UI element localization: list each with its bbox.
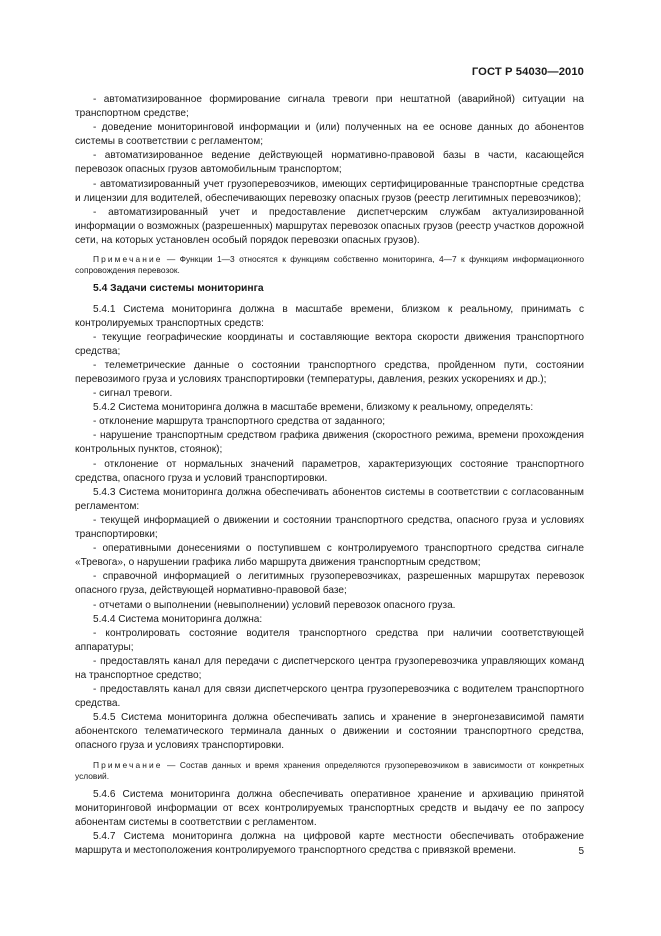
paragraph: 5.4.4 Система мониторинга должна: bbox=[93, 613, 263, 625]
paragraph: 5.4.1 Система мониторинга должна в масштабе времени, близком к реальному, принимать с контролируемых транспортных средств: bbox=[75, 303, 584, 329]
paragraph: - предоставлять канал для передачи с диспетчерского центра грузоперевозчика управляющих команд на транспортное средство; bbox=[75, 655, 584, 681]
paragraph: - телеметрические данные о состоянии транспортного средства, пройденном пути, состоянии перевозимого груза и условиях транспортировки (температуры, давления, резких ускорениях и др.); bbox=[75, 359, 584, 385]
paragraph: - отклонение маршрута транспортного средства от заданного; bbox=[93, 416, 385, 428]
note-label: Примечание bbox=[93, 254, 163, 265]
paragraph: - текущие географические координаты и составляющие вектора скорости движения транспортного средства; bbox=[75, 331, 584, 357]
paragraph: - справочной информацией о легитимных грузоперевозчиках, разрешенных маршрутах перевозок опасного груза, действующей нормативно-правовой базе; bbox=[75, 571, 584, 597]
paragraph: 5.4.5 Система мониторинга должна обеспечивать запись и хранение в энергонезависимой памяти абонентского телематического терминала данных о движении и состоянии транспортного средства, опасного груза и условиях транспортировки. bbox=[75, 712, 584, 752]
paragraph: - текущей информацией о движении и состоянии транспортного средства, опасного груза и условиях транспортировки; bbox=[75, 514, 584, 541]
note-text: — Функции 1—3 относятся к функциям собственно мониторинга, 4—7 к функциям информационного сопровождения перевозок. bbox=[75, 254, 584, 276]
paragraph: - автоматизированное формирование сигнала тревоги при нештатной (аварийной) ситуации на транспортном средстве; bbox=[75, 94, 584, 120]
document-header: ГОСТ Р 54030—2010 bbox=[471, 66, 584, 78]
page-number: 5 bbox=[578, 846, 584, 857]
paragraph: - автоматизированный учет грузоперевозчиков, имеющих сертифицированные транспортные средства и лицензии для водителей, обеспечивающих перевозку опасных грузов (реестр легитимных перевозчиков); bbox=[75, 178, 584, 204]
section-title: 5.4 Задачи системы мониторинга bbox=[93, 283, 264, 295]
paragraph: 5.4.6 Система мониторинга должна обеспечивать оперативное хранение и архивацию принятой мониторинговой информации от всех контролируемых транспортных средств и выдачу ее по запросу абонентам системы в соответствии с регламентом. bbox=[75, 788, 584, 829]
paragraph: - нарушение транспортным средством графика движения (скоростного режима, времени прохождения контрольных пунктов, стоянок); bbox=[75, 430, 584, 456]
paragraph: - отчетами о выполнении (невыполнении) условий перевозок опасного груза. bbox=[93, 599, 456, 611]
paragraph: 5.4.3 Система мониторинга должна обеспечивать абонентов системы в соответствии с согласованным регламентом: bbox=[75, 486, 584, 512]
paragraph: - оперативными донесениями о поступившем с контролируемого транспортного средства сигнале «Тревога», о нарушении графика либо маршрута движения транспортным средством; bbox=[75, 543, 584, 569]
paragraph: - контролировать состояние водителя транспортного средства при наличии соответствующей аппаратуры; bbox=[75, 627, 584, 653]
note bbox=[75, 254, 584, 276]
paragraph: - доведение мониторинговой информации и (или) полученных на ее основе данных до абонентов системы в соответствии с регламентом; bbox=[75, 122, 584, 148]
note bbox=[75, 760, 584, 782]
paragraph: - автоматизированное ведение действующей нормативно-правовой базы в части, касающейся перевозок опасных грузов автомобильным транспортом; bbox=[75, 150, 584, 176]
document-body bbox=[75, 93, 584, 858]
paragraph: - отклонение от нормальных значений параметров, характеризующих состояние транспортного средства, опасного груза и условий транспортировки. bbox=[75, 458, 584, 484]
paragraph: 5.4.2 Система мониторинга должна в масштабе времени, близкому к реальному, определять: bbox=[93, 402, 534, 414]
paragraph: - предоставлять канал для связи диспетчерского центра грузоперевозчика с водителем транспортного средства. bbox=[75, 684, 584, 710]
paragraph: - автоматизированный учет и предоставление диспетчерским службам актуализированной информации о возможных (разрешенных) маршрутах перевозок опасных грузов (реестр участков дорожной сети, на которых установлен особый порядок перевозки опасных грузов). bbox=[75, 206, 585, 246]
paragraph: 5.4.7 Система мониторинга должна на цифровой карте местности обеспечивать отображение маршрута и местоположения контролируемого транспортного средства с привязкой времени. bbox=[75, 831, 584, 857]
document-page bbox=[75, 0, 584, 936]
paragraph: - сигнал тревоги. bbox=[93, 388, 173, 400]
note-label: Примечание bbox=[93, 759, 163, 770]
note-text: — Состав данных и время хранения определяются грузоперевозчиком в зависимости от конкретных условий. bbox=[75, 759, 584, 781]
